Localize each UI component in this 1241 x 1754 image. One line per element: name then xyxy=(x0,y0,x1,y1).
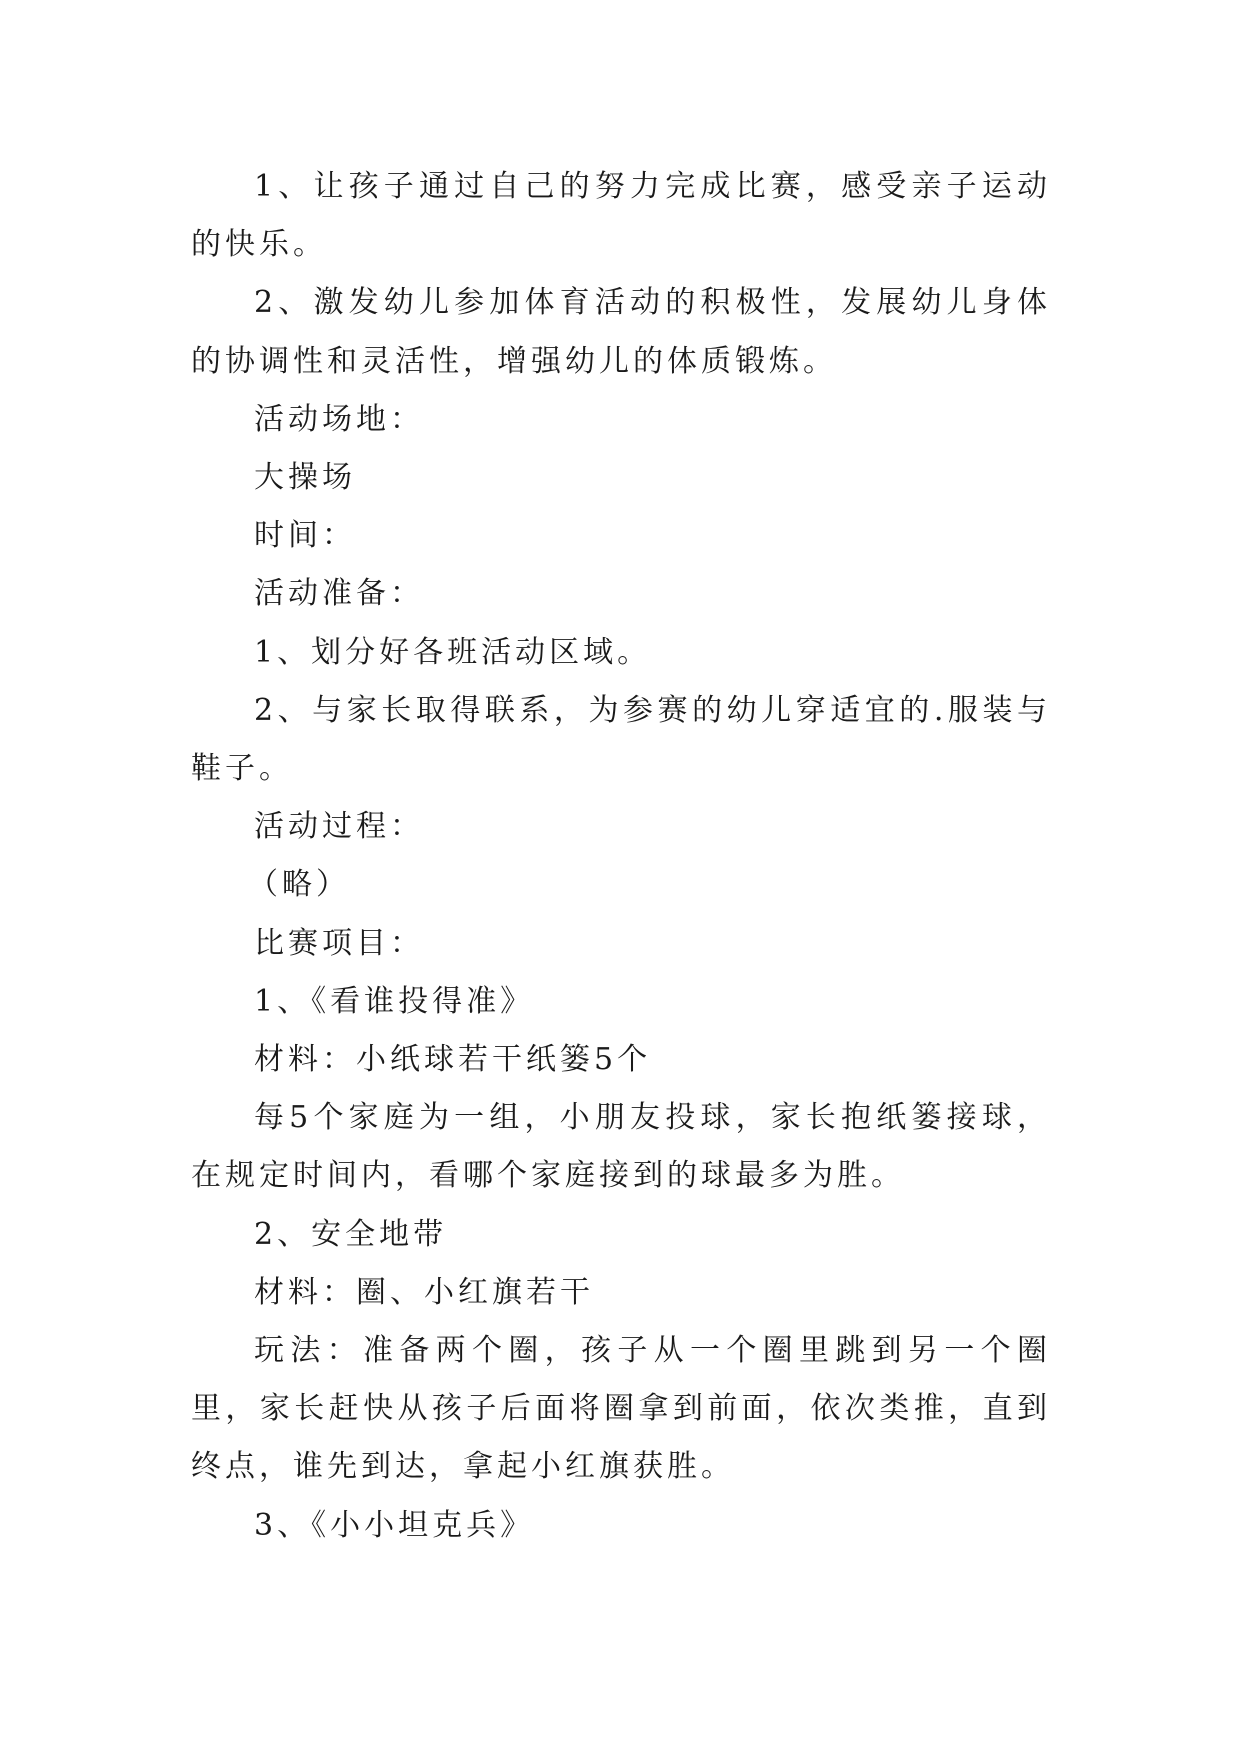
event-1-materials: 材料：小纸球若干纸篓5个 xyxy=(254,1042,652,1078)
venue-heading: 活动场地： xyxy=(254,401,424,437)
event-2-rules: 玩法：准备两个圈，孩子从一个圈里跳到另一个圈里，家长赶快从孩子后面将圈拿到前面，依次类推，直到终点，谁先到达，拿起小红旗获胜。 xyxy=(191,1333,1051,1485)
document-body xyxy=(191,158,1051,1555)
time-heading: 时间： xyxy=(254,518,356,554)
event-2-materials: 材料：圈、小红旗若干 xyxy=(254,1274,594,1310)
events-heading: 比赛项目： xyxy=(254,925,424,961)
goal-paragraph-1: 1、让孩子通过自己的努力完成比赛，感受亲子运动的快乐。 xyxy=(191,169,1051,263)
preparation-heading: 活动准备： xyxy=(254,576,424,612)
goal-paragraph-2: 2、激发幼儿参加体育活动的积极性，发展幼儿身体的协调性和灵活性，增强幼儿的体质锻炼。 xyxy=(191,285,1051,379)
event-2-title: 2、安全地带 xyxy=(254,1216,448,1252)
event-1-title: 1、《看谁投得准》 xyxy=(254,983,535,1019)
event-3-title: 3、《小小坦克兵》 xyxy=(254,1507,535,1543)
venue-value: 大操场 xyxy=(254,460,356,496)
process-heading: 活动过程： xyxy=(254,809,424,845)
preparation-item-2: 2、与家长取得联系，为参赛的幼儿穿适宜的.服装与鞋子。 xyxy=(191,692,1051,787)
process-value: （略） xyxy=(248,867,350,903)
event-1-rules: 每5个家庭为一组，小朋友投球，家长抱纸篓接球，在规定时间内，看哪个家庭接到的球最多为胜。 xyxy=(191,1100,1051,1194)
preparation-item-1: 1、划分好各班活动区域。 xyxy=(254,634,652,670)
